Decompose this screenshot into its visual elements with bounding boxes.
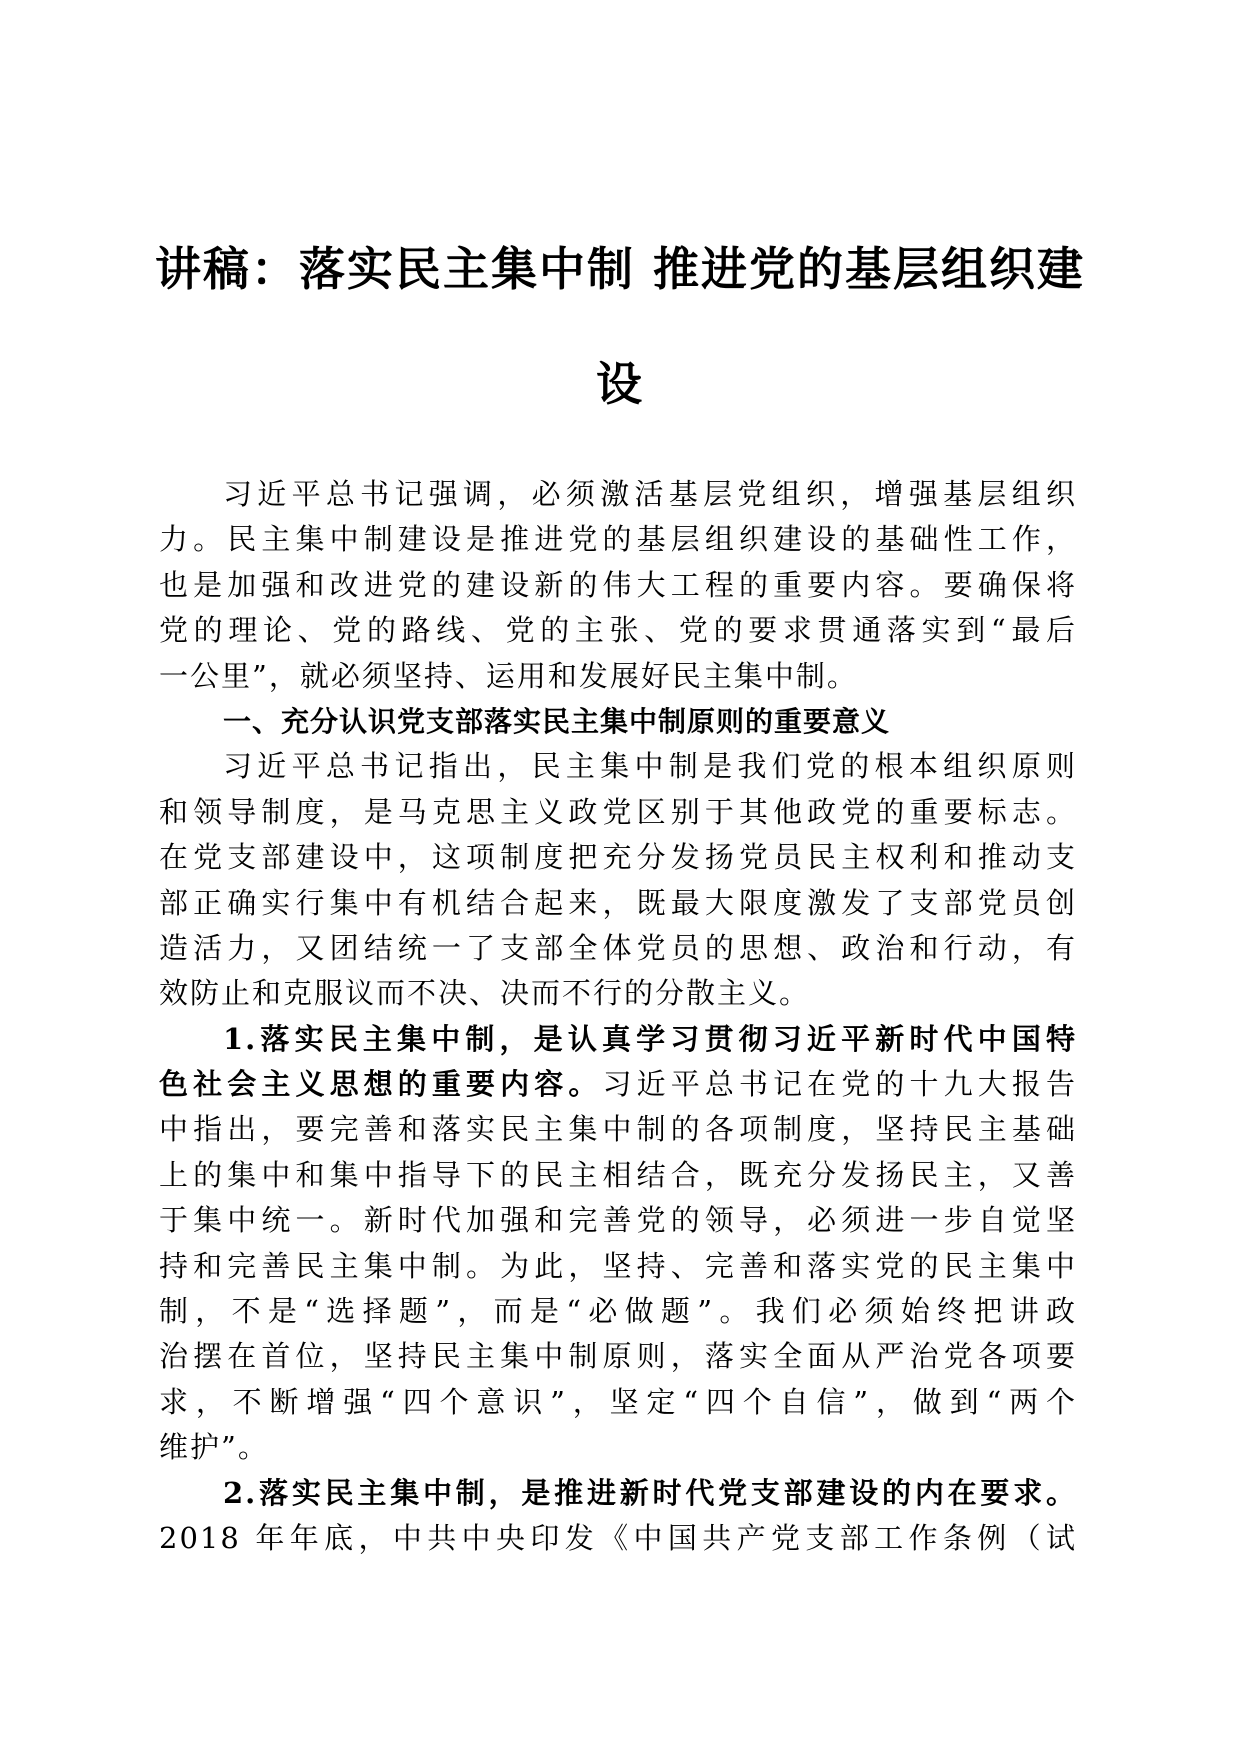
text-line: 习近平总书记指出，民主集中制是我们党的根本组织原则 — [223, 749, 1077, 784]
text-line: 部正确实行集中有机结合起来，既最大限度激发了支部党员创 — [159, 885, 1077, 920]
text-line: 造活力，又团结统一了支部全体党员的思想、政治和行动，有 — [159, 930, 1077, 965]
mixed-text-line — [159, 1062, 1077, 1107]
text-line: 也是加强和改进党的建设新的伟大工程的重要内容。要确保将 — [159, 567, 1077, 602]
text-line: 求，不断增强“四个意识”，坚定“四个自信”，做到“两个 — [159, 1384, 1077, 1419]
text-line: 上的集中和集中指导下的民主相结合，既充分发扬民主，又善 — [159, 1157, 1077, 1192]
text-run: 习近平总书记在党的十九大报告 — [602, 1067, 1077, 1102]
document-body — [159, 472, 1077, 1561]
text-line: 力。民主集中制建设是推进党的基层组织建设的基础性工作， — [159, 522, 1077, 557]
text-line: 在党支部建设中，这项制度把充分发扬党员民主权利和推动支 — [159, 840, 1077, 875]
text-line: 持和完善民主集中制。为此，坚持、完善和落实党的民主集中 — [159, 1248, 1077, 1283]
document-title-line-2: 设 — [596, 357, 644, 411]
text-line: 于集中统一。新时代加强和完善党的领导，必须进一步自觉坚 — [159, 1203, 1077, 1238]
bold-subheading-line: 2.落实民主集中制，是推进新时代党支部建设的内在要求。 — [223, 1475, 1077, 1510]
text-line: 维护”。 — [159, 1430, 269, 1465]
bold-subheading-tail: 色社会主义思想的重要内容。 — [159, 1067, 603, 1102]
section-heading: 一、充分认识党支部落实民主集中制原则的重要意义 — [223, 704, 891, 738]
text-line: 一公里”，就必须坚持、运用和发展好民主集中制。 — [159, 658, 858, 693]
text-line: 效防止和克服议而不决、决而不行的分散主义。 — [159, 976, 811, 1011]
document-title-line-1: 讲稿：落实民主集中制 推进党的基层组织建 — [154, 242, 1085, 296]
text-line: 中指出，要完善和落实民主集中制的各项制度，坚持民主基础 — [159, 1112, 1077, 1147]
bold-subheading-line: 1.落实民主集中制，是认真学习贯彻习近平新时代中国特 — [223, 1021, 1077, 1056]
text-line: 2018 年年底，中共中央印发《中国共产党支部工作条例（试 — [159, 1520, 1077, 1555]
text-line: 和领导制度，是马克思主义政党区别于其他政党的重要标志。 — [159, 794, 1077, 829]
text-line: 治摆在首位，坚持民主集中制原则，落实全面从严治党各项要 — [159, 1339, 1077, 1374]
text-line: 习近平总书记强调，必须激活基层党组织，增强基层组织 — [223, 477, 1077, 511]
text-line: 党的理论、党的路线、党的主张、党的要求贯通落实到“最后 — [159, 613, 1077, 648]
text-line: 制，不是“选择题”，而是“必做题”。我们必须始终把讲政 — [159, 1294, 1077, 1329]
